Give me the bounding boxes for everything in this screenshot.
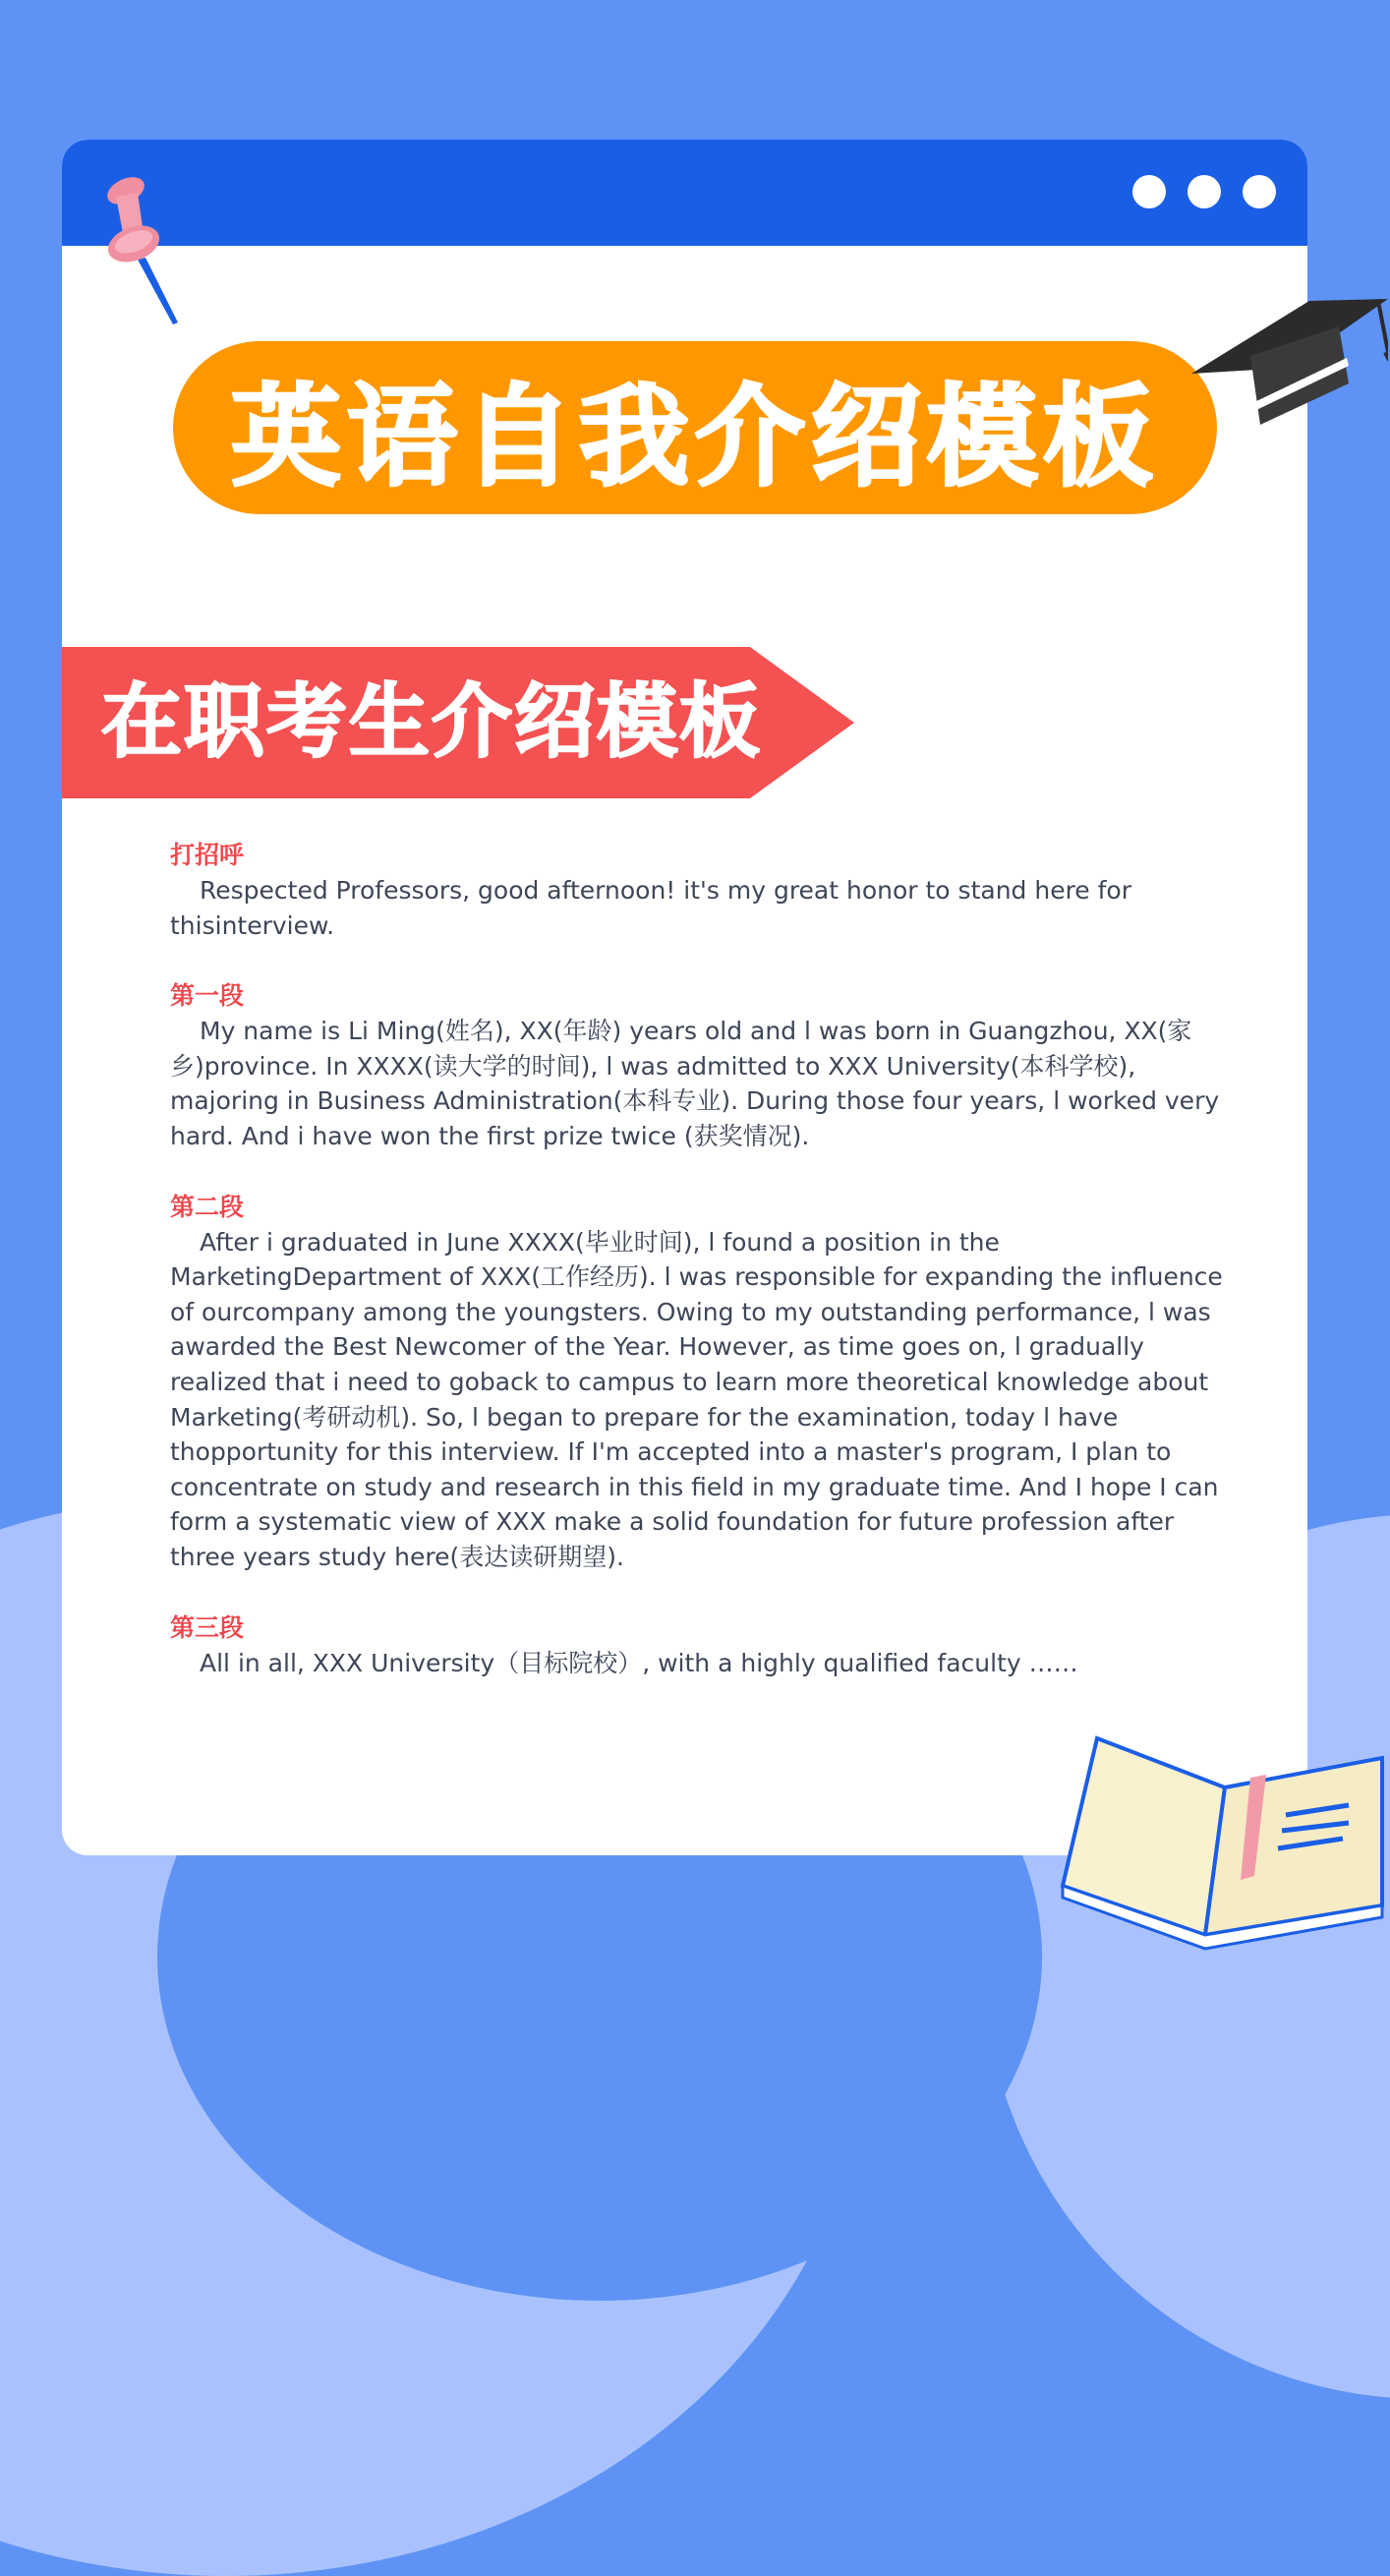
graduation-cap-icon xyxy=(1191,287,1388,439)
section-banner xyxy=(62,647,854,798)
paragraph-text: My name is Li Ming(姓名), XX(年龄) years old and l was born in Guangzhou, XX(家乡)province. In XXXX(读大学的时间), l was admitted to XXX University(本科学校), majoring in Business Administration(本科专业). During those four years, l worked very hard. And i have won the first prize twice (获奖情况). xyxy=(170,1017,1220,1150)
window-dot xyxy=(1187,175,1221,208)
paragraph-heading: 第一段 xyxy=(170,981,245,1011)
window-dot xyxy=(1132,175,1166,208)
open-book-icon xyxy=(1058,1728,1390,1959)
paragraph-one xyxy=(170,978,1232,1153)
paragraph-text: After i graduated in June XXXX(毕业时间), l found a position in the MarketingDepartment of XXX(工作经历). l was responsible for expanding the influence of ourcompany among the youngsters. Owing to my outstanding performance, l was awarded the Best Newcomer of the Year. However, as time goes on, l gradually realized that i need to goback to campus to learn more theoretical knowledge about Marketing(考研动机). So, l began to prepare for the examination, today l have thopportunity for this interview. If I'm accepted into a master's program, I plan to concentrate on study and research in this field in my graduate time. And I hope I can form a systematic view of XXX make a solid foundation for future profession after three years study here(表达读研期望). xyxy=(170,1227,1223,1571)
paragraph-text: All in all, XXX University（目标院校）, with a highly qualified faculty …… xyxy=(200,1648,1078,1677)
push-pin-icon xyxy=(94,173,183,334)
paragraph-heading: 打招呼 xyxy=(170,841,245,869)
paragraph-greeting xyxy=(170,838,1232,943)
title-banner xyxy=(173,341,1217,514)
paragraph-heading: 第二段 xyxy=(170,1192,245,1221)
paragraph-heading: 第三段 xyxy=(170,1612,245,1642)
page-title: 英语自我介绍模板 xyxy=(231,373,1159,501)
paragraph-three xyxy=(170,1610,1232,1681)
document-body xyxy=(170,838,1232,1716)
window-header xyxy=(62,140,1307,246)
window-dots xyxy=(1132,175,1276,208)
section-title: 在职考生介绍模板 xyxy=(101,675,763,769)
paragraph-text: Respected Professors, good afternoon! it's my great honor to stand here for thisinterview. xyxy=(170,876,1132,940)
window-dot xyxy=(1243,175,1276,208)
paragraph-two xyxy=(170,1190,1232,1575)
